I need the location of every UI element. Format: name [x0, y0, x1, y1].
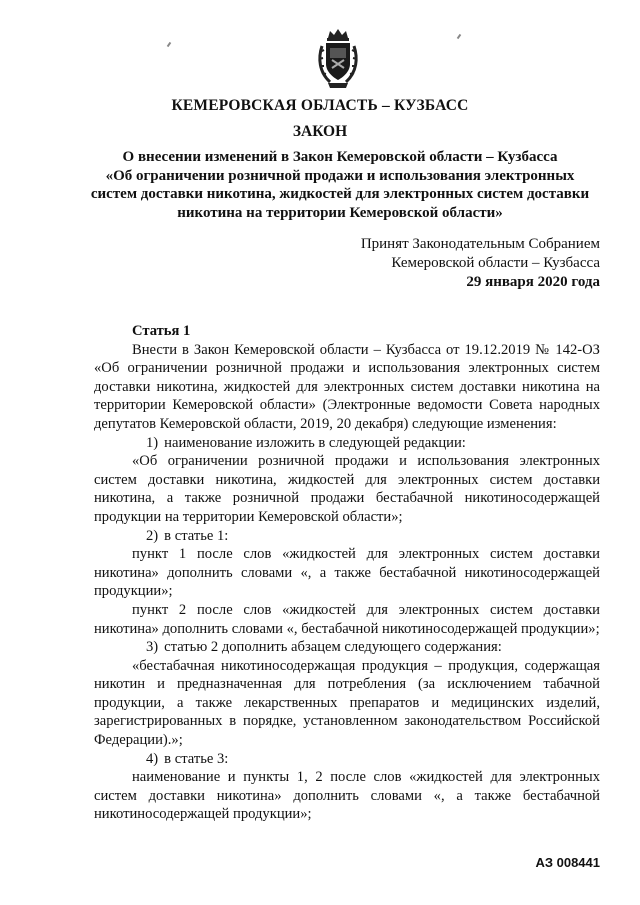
quote-paragraph: «бестабачная никотиносодержащая продукция – продукция, содержащая никотин и предназначенная для потребления (за исключением табачной продукции, а также лекарственных препаратов и медицинских изделий, зарегистрированных в порядке, установленном законодательством Российской Федерации).»;	[94, 657, 600, 749]
paragraph: наименование и пункты 1, 2 после слов «жидкостей для электронных систем доставки никотина» дополнить словами «, а также бестабачной никотиносодержащей продукции»;	[94, 769, 600, 823]
scan-speck	[457, 34, 462, 39]
item-number: 3)	[146, 639, 159, 656]
law-title-line: никотина на территории Кемеровской области»	[177, 204, 503, 221]
adoption-date: 29 января 2020 года	[466, 274, 600, 290]
adoption-line: Принят Законодательным Собранием	[360, 236, 600, 252]
list-item	[94, 434, 600, 453]
list-item	[94, 527, 600, 546]
item-text: статью 2 дополнить абзацем следующего содержания:	[164, 639, 502, 656]
item-text: наименование изложить в следующей редакции:	[164, 434, 466, 451]
item-number: 4)	[146, 750, 159, 767]
region-heading: КЕМЕРОВСКАЯ ОБЛАСТЬ – КУЗБАСС	[171, 97, 469, 114]
item-number: 1)	[146, 434, 159, 451]
document-type: ЗАКОН	[292, 123, 348, 140]
law-title-line: систем доставки никотина, жидкостей для электронных систем доставки	[90, 186, 590, 202]
item-number: 2)	[146, 527, 159, 544]
article-heading: Статья 1	[132, 323, 191, 339]
item-text: в статье 3:	[164, 750, 229, 767]
coat-of-arms-icon	[316, 28, 360, 90]
law-title	[70, 148, 610, 222]
list-item	[94, 750, 600, 769]
article-body	[94, 322, 600, 824]
adoption-line: Кемеровской области – Кузбасса	[391, 255, 600, 271]
scan-speck	[167, 42, 172, 47]
paragraph: пункт 1 после слов «жидкостей для электронных систем доставки никотина» дополнить словами «, а также бестабачной никотиносодержащей продукции»;	[94, 546, 600, 600]
law-title-line: «Об ограничении розничной продажи и использования электронных	[105, 167, 575, 184]
serial-number: АЗ 008441	[535, 855, 600, 870]
list-item	[94, 638, 600, 657]
item-text: в статье 1:	[164, 527, 229, 544]
paragraph: пункт 2 после слов «жидкостей для электронных систем доставки никотина» дополнить словами «, бестабачной никотиносодержащей продукции»;	[94, 601, 600, 637]
law-title-line: О внесении изменений в Закон Кемеровской области – Кузбасса	[122, 149, 558, 165]
adoption-block	[361, 235, 600, 292]
quote-paragraph: «Об ограничении розничной продажи и использования электронных систем доставки никотина, жидкостей для электронных систем доставки никотина, а также розничной продажи бестабачной никотиносодержащей продукции на территории Кемеровской области»;	[94, 453, 600, 525]
article-intro: Внести в Закон Кемеровской области – Кузбасса от 19.12.2019 № 142-ОЗ «Об ограничении розничной продажи и использования электронных систем доставки никотина, жидкостей для электронных систем доставки никотина на территории Кемеровской области» (Электронные ведомости Совета народных депутатов Кемеровской области, 2019, 20 декабря) следующие изменения:	[94, 341, 600, 432]
